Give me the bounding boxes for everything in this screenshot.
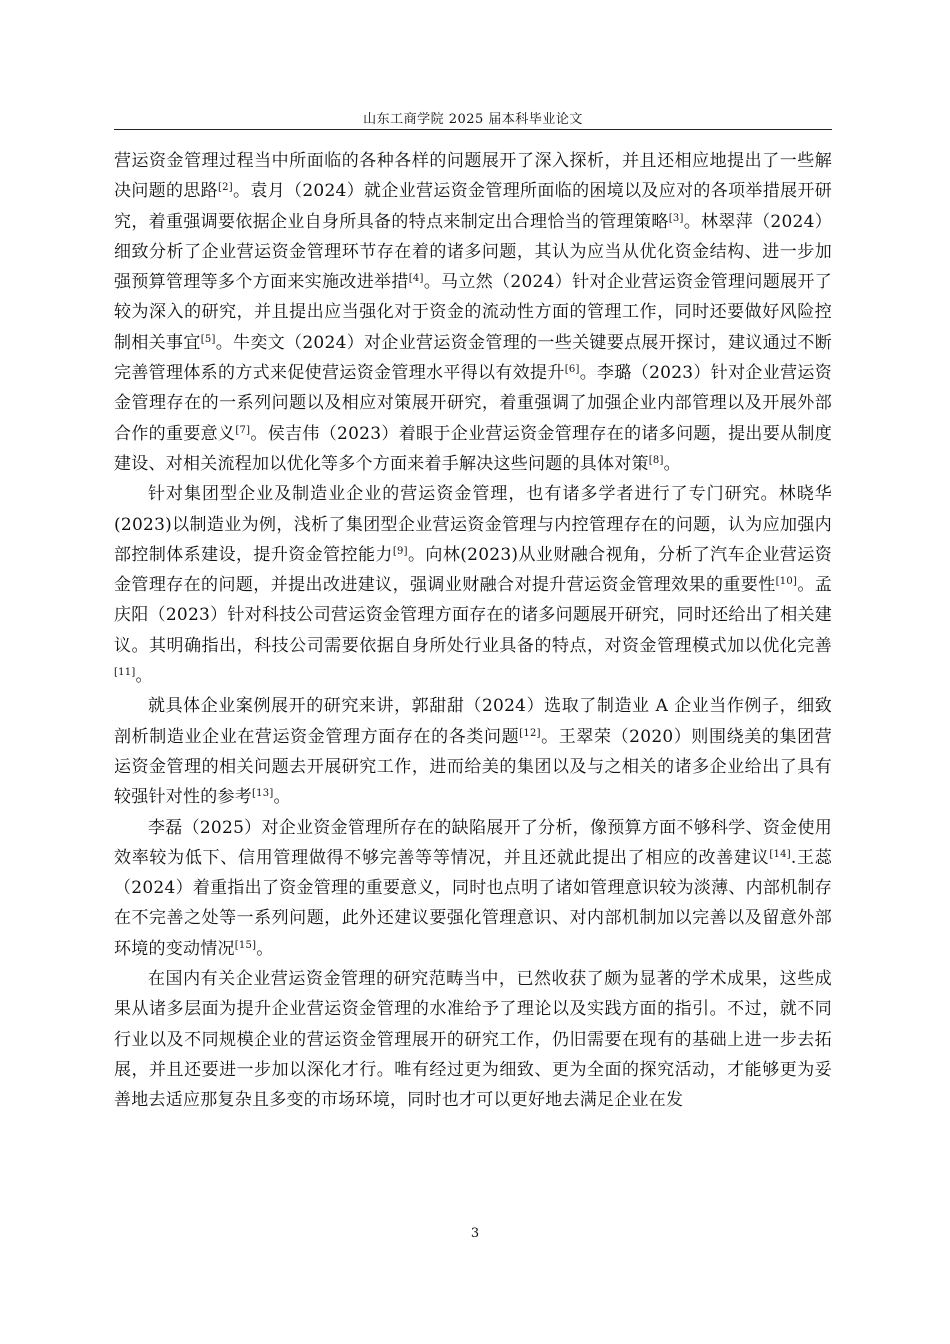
citation-marker: [11] [114,667,136,679]
paragraph-text: 。李璐（2023）针对企业营运资金管理存在的一系列问题以及相应对策展开研究，着重强调了加强企业内部管理以及开展外部合作的重要意义 [114,363,833,444]
paragraph-text: 。 [256,938,274,959]
paragraph-text: 。袁月（2024）就企业营运资金管理所面临的困境以及应对的各项举措展开研究，着重强调要依据企业自身所具备的特点来制定出合理恰当的管理策略 [114,181,833,232]
paragraph-text: 。侯吉伟（2023）着眼于企业营运资金管理存在的诸多问题，提出要从制度建设、对相关流程加以优化等多个方面来着手解决这些问题的具体对策 [114,423,833,474]
body-paragraph [114,813,832,964]
citation-marker: [10] [775,576,798,588]
citation-marker: [2] [218,182,233,194]
paragraph-text: 。牛奕文（2024）对企业营运资金管理的一些关键要点展开探讨，建议通过不断完善管理体系的方式来促使营运资金管理水平得以有效提升 [114,332,833,384]
citation-marker: [5] [200,333,216,345]
paragraph-text: 营运资金管理过程当中所面临的各种各样的问题展开了深入探析，并且还相应地提出了一些解决问题的思路 [114,151,832,202]
paragraph-text: 。孟庆阳（2023）针对科技公司营运资金管理方面存在的诸多问题展开研究，同时还给出了相关建议。其明确指出，科技公司需要依据自身所处行业具备的特点，对资金管理模式加以优化完善 [114,575,833,656]
paragraph-text: 针对集团型企业及制造业企业的营运资金管理，也有诸多学者进行了专门研究。林晓华(2023)以制造业为例，浅析了集团型企业营运资金管理与内控管理存在的问题，认为应加强内部控制体系建设，提升资金管控能力 [114,484,832,565]
header-rule [114,129,832,130]
citation-marker: [12] [519,727,541,739]
page-number: 3 [470,1226,480,1241]
paragraph-text: 。向林(2023)从业财融合视角，分析了汽车企业营运资金管理存在的问题，并提出改进建议，强调业财融合对提升营运资金管理效果的重要性 [114,544,833,596]
citation-marker: [6] [564,364,580,376]
body-paragraph [114,146,832,479]
citation-marker: [13] [252,788,274,800]
paragraph-text: 。 [663,453,681,474]
paragraph-text: 。 [135,666,153,687]
citation-marker: [7] [235,424,251,436]
citation-marker: [3] [668,212,684,224]
citation-marker: [9] [392,545,408,557]
paragraph-text: 在国内有关企业营运资金管理的研究范畴当中，已然收获了颇为显著的学术成果，这些成果从诸多层面为提升企业营运资金管理的水准给予了理论以及实践方面的指引。不过，就不同行业以及不同规模企业的营运资金管理展开的研究工作，仍旧需要在现有的基础上进一步去拓展，并且还要进一步加以深化才行。唯有经过更为细致、更为全面的探究活动，才能够更为妥善地去适应那复杂且多变的市场环境，同时也才可以更好地去满足企业在发 [114,969,832,1111]
paragraph-text: 。马立然（2024）针对企业营运资金管理问题展开了较为深入的研究，并且提出应当强化对于资金的流动性方面的管理工作，同时还要做好风险控制相关事宜 [114,272,833,353]
paragraph-text: 。 [273,787,291,808]
paragraph-text: 。王翠荣（2020）则围绕美的集团营运资金管理的相关问题去开展研究工作，进而给美的集团以及与之相关的诸多企业给出了具有较强针对性的参考 [114,726,833,808]
body-paragraph [114,964,832,1115]
citation-marker: [15] [234,939,257,951]
body-paragraph [114,479,832,691]
paragraph-text: .王蕊（2024）着重指出了资金管理的重要意义，同时也点明了诸如管理意识较为淡薄、内部机制存在不完善之处等一系列问题，此外还建议要强化管理意识、对内部机制加以完善以及留意外部环境的变动情况 [114,847,833,959]
citation-marker: [14] [769,848,791,860]
paragraph-text: 李磊（2025）对企业资金管理所存在的缺陷展开了分析，像预算方面不够科学、资金使用效率较为低下、信用管理做得不够完善等等情况，并且还就此提出了相应的改善建议 [114,817,832,868]
paragraph-text: 就具体企业案例展开的研究来讲，郭甜甜（2024）选取了制造业 A 企业当作例子，细致剖析制造业企业在营运资金管理方面存在的各类问题 [114,696,832,747]
citation-marker: [4] [408,273,424,285]
running-header: 山东工商学院 2025 届本科毕业论文 [363,112,583,127]
paragraph-text: 。林翠萍（2024）细致分析了企业营运资金管理环节存在着的诸多问题，其认为应当从优化资金结构、进一步加强预算管理等多个方面来实施改进举措 [114,211,832,293]
paper-body [114,146,832,1116]
body-paragraph [114,691,832,812]
citation-marker: [8] [648,454,664,466]
